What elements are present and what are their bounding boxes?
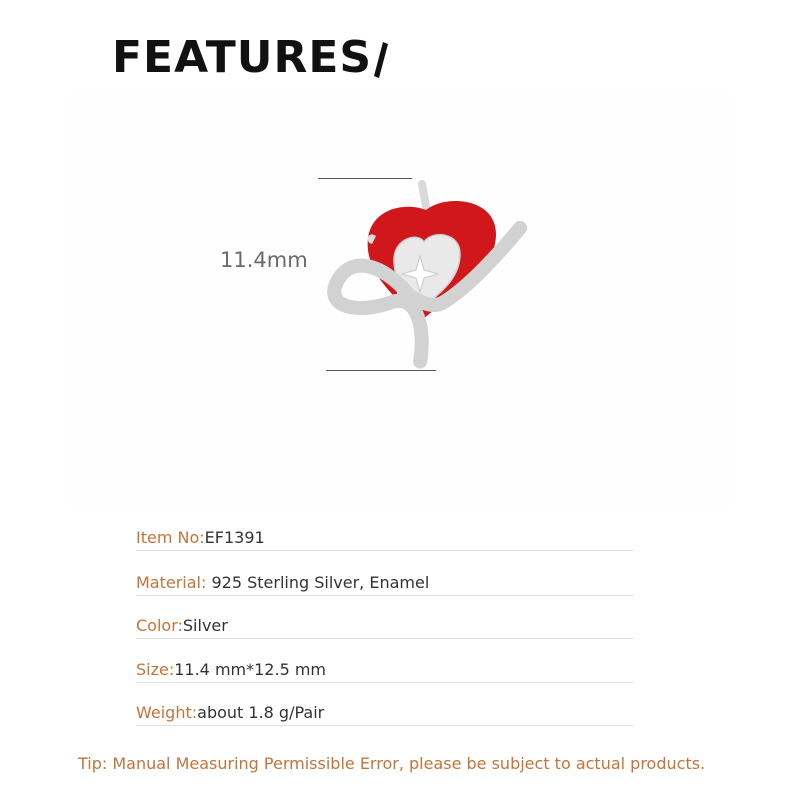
spec-row-weight [136,703,634,726]
earring-image [320,176,532,372]
spec-value: about 1.8 g/Pair [197,703,325,722]
spec-value: 11.4 mm*12.5 mm [174,660,326,679]
spec-row-material [136,573,634,596]
tip-text: Tip: Manual Measuring Permissible Error, please be subject to actual products. [78,754,706,773]
spec-label: Size: [136,660,175,679]
spec-row-color [136,616,634,639]
spec-label: Material: [136,573,207,592]
spec-value: Silver [182,616,228,635]
page-title: FEATURES [112,32,373,83]
spec-value: EF1391 [204,528,265,547]
dimension-label: 11.4mm [220,248,308,272]
spec-label: Weight: [136,703,198,722]
slash-icon [374,42,388,78]
spec-row-item-no [136,528,634,551]
spec-row-size [136,660,634,683]
spec-value: 925 Sterling Silver, Enamel [211,573,430,592]
spec-label: Item No: [136,528,205,547]
spec-label: Color: [136,616,183,635]
